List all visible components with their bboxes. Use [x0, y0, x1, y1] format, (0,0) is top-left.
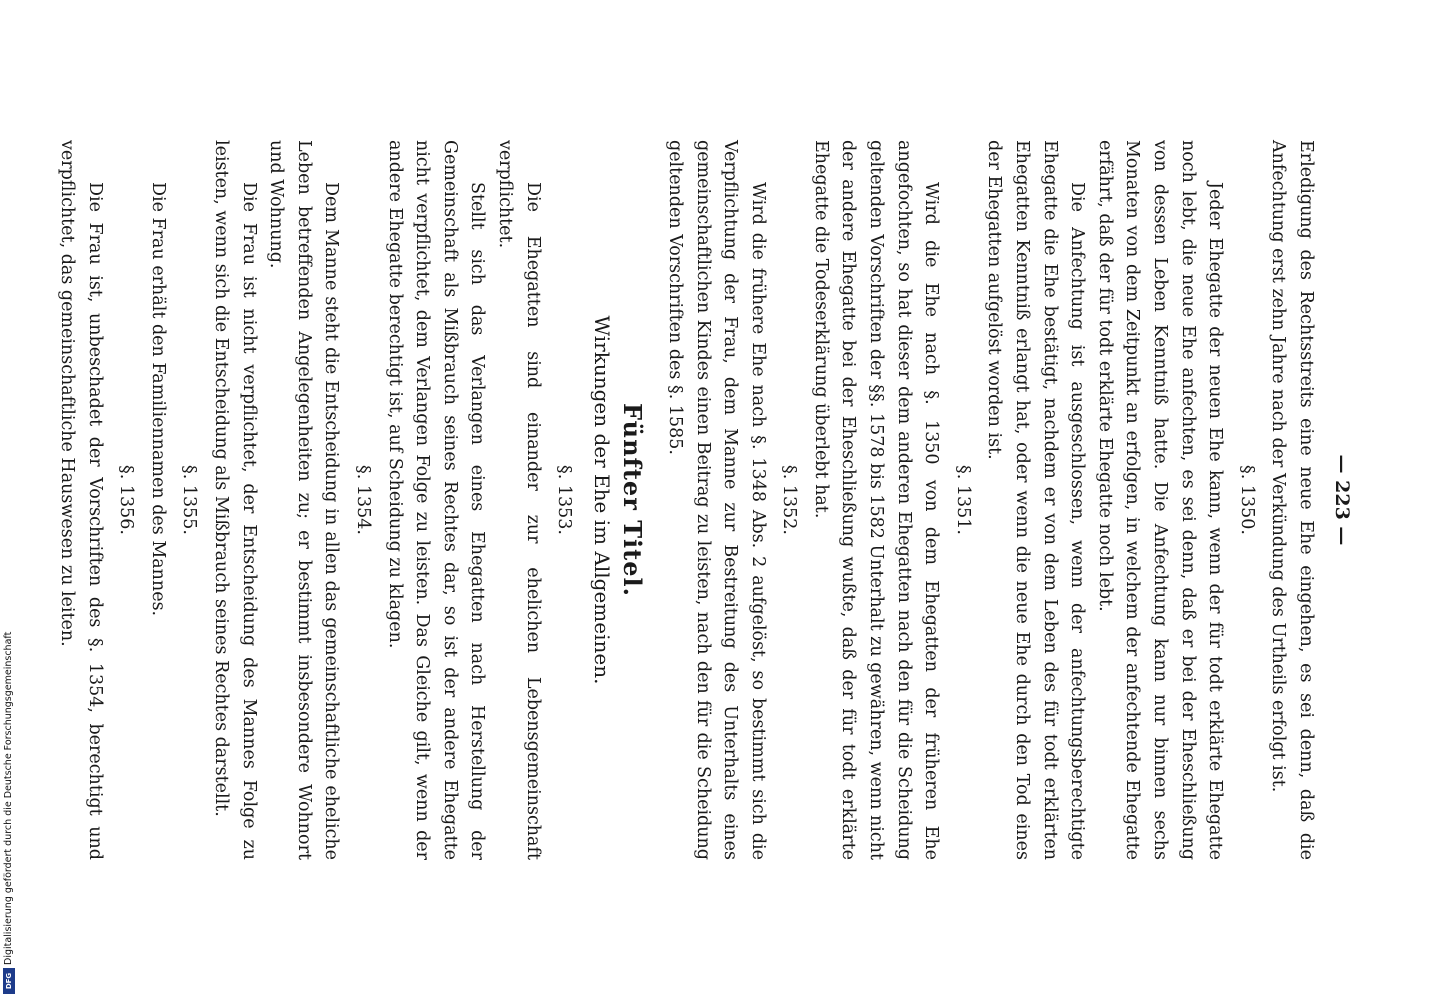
page-number: — 223 — — [1331, 454, 1353, 546]
digitization-credit-text: Digitalisierung gefördert durch die Deutsche Forschungsgemeinschaft — [3, 631, 14, 965]
section-1354-para-1: Dem Manne steht die Entscheidung in allen das gemeinschaftliche eheliche Leben betreffenden Angelegenheiten zu; er bestimmt insbesondere Wohnort und Wohnung. — [266, 140, 342, 860]
document-page — [57, 0, 1385, 1000]
section-heading-1355: §. 1355. — [179, 465, 200, 535]
section-heading-1354: §. 1354. — [353, 465, 373, 535]
section-heading-1356: §. 1356. — [116, 465, 137, 535]
section-heading-1353: §. 1353. — [554, 465, 575, 535]
section-1351-para-1: Wird die Ehe nach §. 1350 von dem Ehegatten der früheren Ehe angefochten, so hat dieser dem anderen Ehegatten nach den für die Scheidung geltenden Vorschriften der §§. 1578 bis 1582 Unterhalt zu gewähren, wenn nicht der andere Ehegatte bei der Eheschließung wußte, daß der für todt erklärte Ehegatte die Todeserklärung überlebt hat. — [810, 140, 942, 861]
section-1353-para-2: Stellt sich das Verlangen eines Ehegatten nach Herstellung der Gemeinschaft als Mißbrauch seines Rechtes dar, so ist der andere Ehegatte nicht verpflichtet, dem Verlangen Folge zu leisten. Das Gleiche gilt, wenn der andere Ehegatte berechtigt ist, auf Scheidung zu klagen. — [384, 140, 488, 860]
section-heading-1352: §. 1352. — [779, 465, 800, 535]
section-1350-para-1: Jeder Ehegatte der neuen Ehe kann, wenn der für todt erklärte Ehegatte noch lebt, die neue Ehe anfechten, es sei denn, daß er bei der Eheschließung von dessen Leben Kenntniß hatte. Die Anfechtung kann nur binnen sechs Monaten von dem Zeitpunkt an erfolgen, in welchem der anfechtende Ehegatte erfährt, daß der für todt erklärte Ehegatte noch lebt. — [1094, 140, 1226, 860]
dfg-logo-text: DFG — [5, 972, 13, 990]
section-heading-1350: §. 1350. — [1236, 465, 1257, 535]
section-1356-para-1: Die Frau ist, unbeschadet der Vorschriften des §. 1354, berechtigt und verpflichtet, das gemeinschaftliche Hauswesen zu leiten. — [57, 140, 105, 860]
chapter-subtitle: Wirkungen der Ehe im Allgemeinen. — [589, 315, 614, 685]
text-column — [52, 140, 1355, 860]
section-1353-para-1: Die Ehegatten sind einander zur ehelichen Lebensgemeinschaft verpflichtet. — [494, 140, 543, 860]
section-1354-para-2: Die Frau ist nicht verpflichtet, der Entscheidung des Mannes Folge zu leisten, wenn sich die Entscheidung als Mißbrauch seines Rechtes darstellt. — [211, 140, 259, 860]
dfg-logo-icon — [3, 968, 15, 994]
section-1355-para-1: Die Frau erhält den Familiennamen des Mannes. — [147, 182, 168, 617]
section-1350-para-2: Die Anfechtung ist ausgeschlossen, wenn der anfechtungsberechtigte Ehegatte die Ehe bestätigt, nachdem er von dem Leben des für todt erklärten Ehegatten Kenntniß erlangt hat, oder wenn die neue Ehe durch den Tod eines der Ehegatten aufgelöst worden ist. — [984, 140, 1088, 860]
intro-paragraph: Erledigung des Rechtsstreits eine neue Ehe eingehen, es sei denn, daß die Anfechtung erst zehn Jahre nach der Verkündung des Urtheils erfolgt ist. — [1268, 140, 1316, 860]
digitization-credit-bar — [0, 0, 20, 1000]
chapter-title: Fünfter Titel. — [618, 403, 648, 597]
section-heading-1351: §. 1351. — [952, 465, 973, 535]
section-1352-para-1: Wird die frühere Ehe nach §. 1348 Abs. 2 aufgelöst, so bestimmt sich die Verpflichtung der Frau, dem Manne zur Bestreitung des Unterhalts eines gemeinschaftlichen Kindes einen Beitrag zu leisten, nach den für die Scheidung geltenden Vorschriften des §. 1585. — [664, 140, 768, 860]
